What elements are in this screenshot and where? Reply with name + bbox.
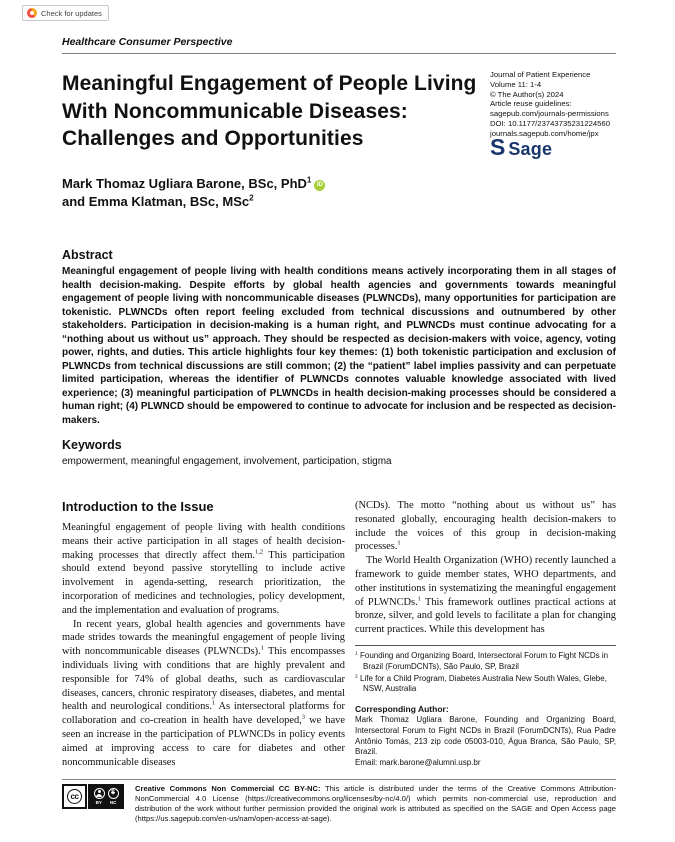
author-2 bbox=[62, 193, 616, 211]
by-person-icon bbox=[94, 788, 105, 799]
page-title: Meaningful Engagement of People Living With Noncommunicable Diseases: Challenges and Opportunities bbox=[62, 72, 477, 150]
license-text bbox=[135, 784, 616, 824]
keywords-text: empowerment, meaningful engagement, involvement, participation, stigma bbox=[62, 456, 392, 467]
license-lead: Creative Commons Non Commercial CC BY-NC: bbox=[135, 784, 321, 793]
reuse-guidelines-link[interactable]: sagepub.com/journals-permissions bbox=[490, 109, 609, 119]
footnote-2-marker: 2 bbox=[355, 673, 358, 679]
check-for-updates-label: Check for updates bbox=[41, 8, 102, 18]
reuse-guidelines-label: Article reuse guidelines: bbox=[490, 99, 572, 109]
orcid-icon[interactable]: iD bbox=[314, 180, 325, 191]
footnote-1-text: Founding and Organizing Board, Intersectoral Forum to Fight NCDs in Brazil (ForumDCNTs), São Paulo, SP, Brazil bbox=[360, 650, 609, 671]
keywords-section bbox=[62, 437, 616, 469]
sage-s-icon: S bbox=[490, 133, 506, 160]
footnote-divider bbox=[355, 645, 616, 646]
left-column bbox=[62, 499, 345, 767]
footnote-1-marker: 1 bbox=[355, 651, 358, 657]
cc-circle-label: cc bbox=[67, 789, 82, 804]
body-paragraph-1: Meaningful engagement of people living with health conditions means their active participation in all stages of health decision-making processes that directly affect them.$^{1,2}$ This participation should extend beyond passive storytelling to include active involvement in agenda-setting, research prioritization, the incorporation of medicines and technologies, policy development, and the implementation and evaluation of programs. bbox=[62, 522, 345, 616]
header-divider bbox=[62, 53, 616, 54]
license-divider bbox=[62, 779, 616, 780]
keywords-heading: Keywords bbox=[62, 438, 122, 452]
footnotes bbox=[355, 651, 616, 696]
author-1-affiliation-ref: 1 bbox=[306, 175, 312, 185]
abstract-section bbox=[62, 247, 616, 427]
cc-by-nc-icons bbox=[88, 784, 124, 809]
author-1-name: Mark Thomaz Ugliara Barone, BSc, PhD bbox=[62, 176, 307, 191]
license-footer bbox=[62, 779, 616, 824]
by-label: BY bbox=[95, 800, 102, 805]
article-body bbox=[62, 499, 616, 767]
abstract-text: Meaningful engagement of people living with health conditions means actively incorporating them in all stages of health decision-making. Despite efforts by global health agencies and governments towards meaningful engagement of people living with noncommunicable diseases (PLWNCDs), many opportunities for participation are tokenistic. PLWNCDs often report feeling excluded from technical discussions and outnumbered by other stakeholders. Participation in decision-making is a human right, and PLWNCDs must continue advocating for a “nothing about us without us” approach. They should be respected as decision-makers with voice, agency, voting power, rights, and duties. This article highlights four key themes: (1) both tokenistic participation and exclusion of PLWNCDs from technical discussions are still common; (2) the “patient” label implies passivity and can perpetuate limited participation, whereas the identifier of PLWNCDs connotes valuable knowledge associated with lived experience; (3) meaningful participation of PLWNCDs in health decision-making processes should be considered a human right; (4) PLWNCD should be empowered to continue to advocate for inclusion and be respected as decision-makers. bbox=[62, 266, 616, 426]
author-list bbox=[62, 175, 616, 211]
sage-logo-word: Sage bbox=[508, 138, 553, 159]
running-head: Healthcare Consumer Perspective bbox=[62, 36, 233, 48]
corresponding-author-block bbox=[355, 704, 616, 767]
corresponding-author-text: Mark Thomaz Ugliara Barone, Founding and Organizing Board, Intersectoral Forum to Fight NCDs in Brazil (ForumDCNTs), Rua Padre Antônio Tomás, 213 zip code 05003-010, Água Branca, São Paulo, SP, Brazil. bbox=[355, 714, 616, 757]
check-for-updates-button[interactable] bbox=[22, 5, 109, 21]
nc-icon bbox=[108, 788, 119, 799]
journal-meta bbox=[490, 70, 616, 174]
author-2-affiliation-ref: 2 bbox=[249, 193, 254, 203]
body-paragraph-4: The World Health Organization (WHO) recently launched a framework to guide member states, WHO departments, and other institutions in systematizing the meaningful engagement of PLWNCDs.$^1$ This framework outlines practical actions at bronze, silver, and gold levels to facilitate a plan for changing current practices. While this development has bbox=[355, 555, 616, 636]
doi-line: DOI: 10.1177/23743735231224560 bbox=[490, 118, 610, 128]
footnote-2-text: Life for a Child Program, Diabetes Australia New South Wales, Glebe, NSW, Australia bbox=[360, 673, 607, 694]
email-label: Email: bbox=[355, 758, 380, 767]
corresponding-author-heading: Corresponding Author: bbox=[355, 704, 449, 715]
copyright-line: © The Author(s) 2024 bbox=[490, 89, 564, 99]
abstract-heading: Abstract bbox=[62, 248, 113, 262]
section-heading: Introduction to the Issue bbox=[62, 499, 214, 514]
body-paragraph-3: (NCDs). The motto “nothing about us without us” has resonated globally, encouraging health decision-makers to include the voices of this group in decision-making processes.$^1$ bbox=[355, 500, 616, 553]
cc-icon bbox=[62, 784, 87, 809]
footnote-2 bbox=[355, 674, 616, 696]
cc-license-badge bbox=[62, 784, 124, 809]
nc-label: NC bbox=[109, 800, 117, 805]
corresponding-author-email-line bbox=[355, 758, 616, 767]
title-row bbox=[62, 70, 616, 174]
email-link[interactable]: mark.barone@alumni.usp.br bbox=[379, 758, 481, 767]
journal-homepage-link[interactable]: journals.sagepub.com/home/jpx bbox=[490, 128, 599, 138]
author-2-name: and Emma Klatman, BSc, MSc bbox=[62, 194, 250, 209]
right-column bbox=[355, 499, 616, 767]
volume-info: Volume 11: 1-4 bbox=[490, 79, 542, 89]
author-1 bbox=[62, 175, 616, 193]
license-body: This article is distributed under the terms of the Creative Commons Attribution-NonCommercial 4.0 License (https://creativecommons.org/licenses/by-nc/4.0/) which permits non-commercial use, reproduction and distribution of the work without further permission provided the original work is attributed as specified on the SAGE and Open Access page (https://us.sagepub.com/en-us/nam/open-access-at-sage). bbox=[135, 784, 616, 823]
body-paragraph-2: In recent years, global health agencies and governments have made strides towards the meaningful engagement of people living with noncommunicable diseases (PLWNCDs).$^1$ This encompasses individuals living with conditions that are highly prevalent and responsible for 74% of global deaths, such as cardiovascular diseases, cancers, chronic respiratory diseases, diabetes, and mental health and neurological conditions.$^1$ As intersectoral platforms for collaboration and co-creation in health have developed,$^3$ we have seen an increase in the participation of PLWNCDs in policy events aimed at improving access to care for diabetes and other noncommunicable diseases bbox=[62, 618, 345, 767]
nc-dollar-glyph: $ bbox=[111, 789, 115, 797]
footnote-1 bbox=[355, 651, 616, 673]
crossmark-icon bbox=[27, 8, 37, 18]
journal-name: Journal of Patient Experience bbox=[490, 70, 591, 79]
